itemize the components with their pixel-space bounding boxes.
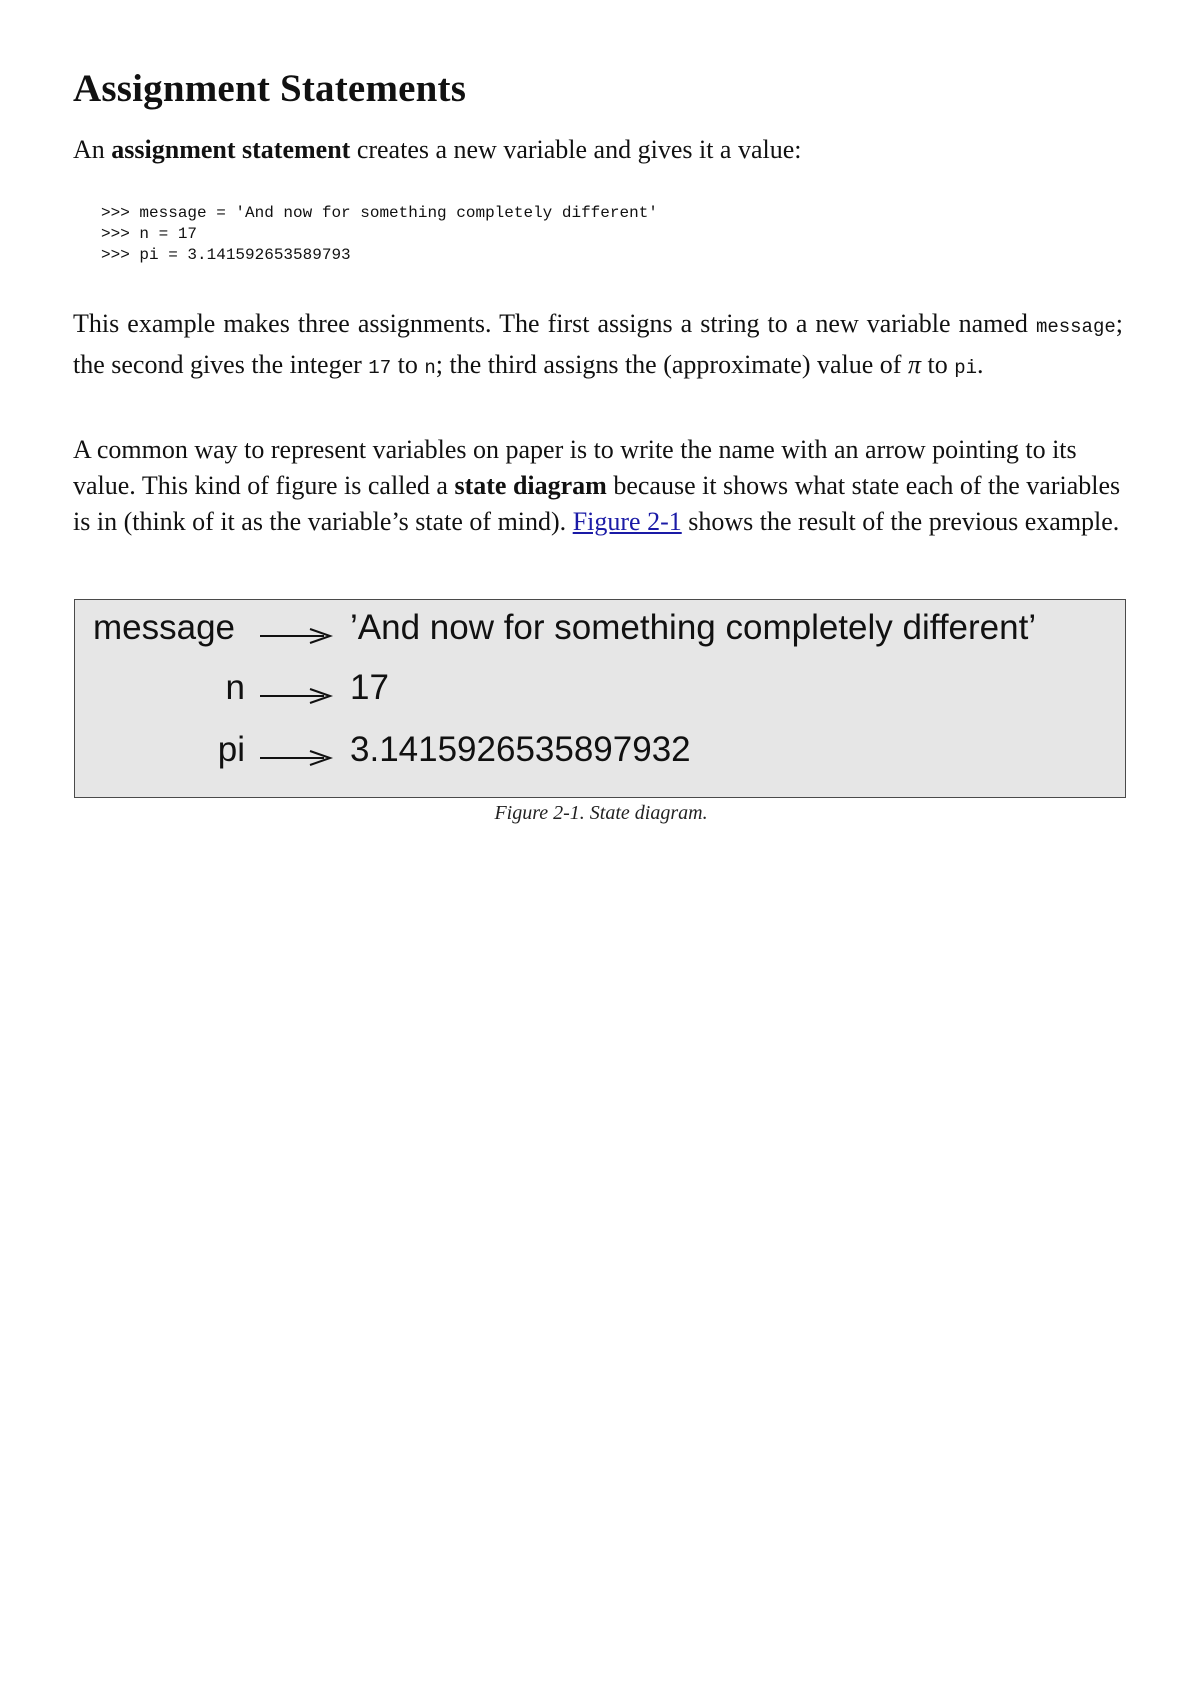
variable-name: n	[225, 668, 245, 707]
diagram-row-pi	[75, 730, 1125, 780]
page-title: Assignment Statements	[73, 67, 467, 110]
arrow-icon	[258, 686, 334, 706]
term-assignment-statement: assignment statement	[111, 135, 351, 164]
intro-text-after: creates a new variable and gives it a value:	[350, 135, 802, 164]
code-line: >>> message = 'And now for something completely different'	[101, 204, 658, 222]
variable-value: 17	[350, 668, 389, 707]
explanation-paragraph	[73, 305, 1123, 387]
intro-text-before: An	[73, 135, 112, 164]
text-run: because it shows what state each of the variables is in (think of it as the variable’s state of mind).	[73, 471, 1121, 536]
diagram-row-n	[75, 668, 1125, 718]
inline-code-pi: pi	[954, 357, 978, 379]
variable-value: ’And now for something completely different’	[350, 608, 1037, 647]
inline-code-17: 17	[368, 357, 392, 379]
diagram-row-message	[75, 608, 1125, 658]
variable-value: 3.1415926535897932	[350, 730, 691, 769]
text-run: .	[977, 350, 984, 379]
variable-name: pi	[217, 730, 245, 769]
arrow-icon	[258, 626, 334, 646]
text-run: shows the result of the previous example.	[681, 507, 1120, 536]
text-run: A common way to represent variables on paper is to write the name with an arrow pointing to its value. This kind of figure is called a	[73, 435, 1077, 500]
code-block	[101, 203, 658, 266]
inline-code-n: n	[424, 357, 436, 379]
intro-paragraph	[73, 133, 802, 167]
state-diagram-figure	[74, 599, 1126, 798]
text-run: ; the second gives the integer	[73, 309, 1123, 379]
state-diagram-paragraph	[73, 432, 1123, 540]
text-run: ; the third assigns the (approximate) value of	[435, 350, 908, 379]
text-run: to	[920, 350, 955, 379]
figure-2-1-link[interactable]: Figure 2-1	[572, 507, 682, 536]
arrow-icon	[258, 748, 334, 768]
variable-name: message	[93, 608, 236, 647]
code-line: >>> n = 17	[101, 225, 198, 243]
code-line: >>> pi = 3.141592653589793	[101, 246, 351, 264]
text-run: This example makes three assignments. The first assigns a string to a new variable named	[73, 309, 1036, 338]
pi-symbol: π	[907, 350, 921, 379]
term-state-diagram: state diagram	[454, 471, 607, 500]
figure-caption: Figure 2-1. State diagram.	[494, 802, 708, 824]
inline-code-message: message	[1035, 316, 1116, 338]
text-run: to	[391, 350, 425, 379]
